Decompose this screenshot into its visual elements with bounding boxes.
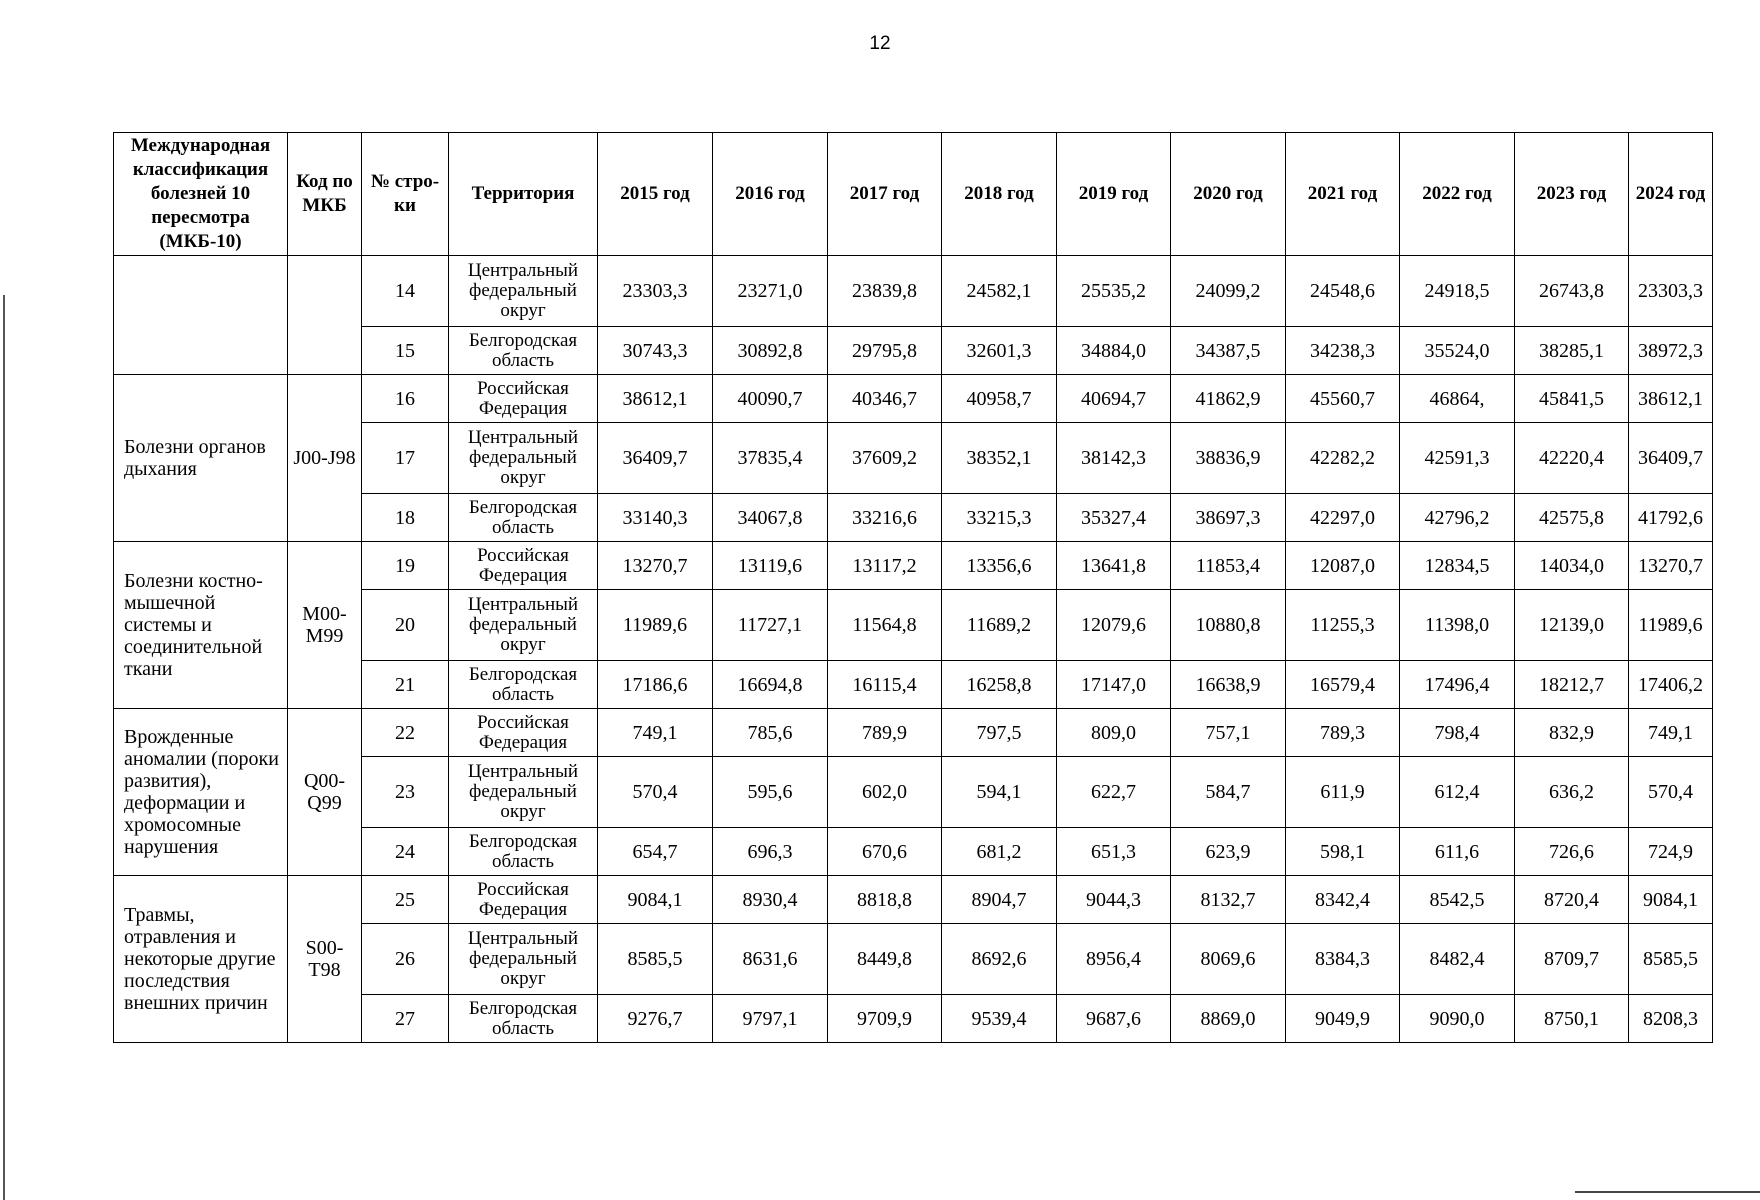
value-cell: 16258,8 [942, 661, 1057, 709]
header-classification: Международная классификация болезней 10 пересмотра (МКБ-10) [114, 133, 288, 256]
group-name-cell: Травмы, отравления и некоторые другие последствия внешних причин [114, 876, 288, 1043]
group-name-cell [114, 256, 288, 375]
value-cell: 24548,6 [1286, 256, 1400, 327]
header-year: 2020 год [1171, 133, 1286, 256]
territory-cell: Белгородская область [449, 661, 598, 709]
value-cell: 26743,8 [1515, 256, 1629, 327]
row-number-cell: 14 [362, 256, 449, 327]
value-cell: 8930,4 [713, 876, 828, 924]
value-cell: 34067,8 [713, 494, 828, 542]
statistics-table-container [113, 132, 1713, 1043]
territory-cell: Российская Федерация [449, 709, 598, 757]
value-cell: 42282,2 [1286, 423, 1400, 494]
value-cell: 8956,4 [1057, 924, 1171, 995]
header-year: 2024 год [1629, 133, 1713, 256]
value-cell: 40346,7 [828, 375, 942, 423]
table-row [114, 542, 1713, 590]
value-cell: 602,0 [828, 757, 942, 828]
row-number-cell: 21 [362, 661, 449, 709]
value-cell: 23303,3 [1629, 256, 1713, 327]
value-cell: 809,0 [1057, 709, 1171, 757]
value-cell: 584,7 [1171, 757, 1286, 828]
value-cell: 40958,7 [942, 375, 1057, 423]
value-cell: 570,4 [598, 757, 713, 828]
territory-cell: Белгородская область [449, 828, 598, 876]
row-number-cell: 18 [362, 494, 449, 542]
territory-cell: Российская Федерация [449, 375, 598, 423]
value-cell: 594,1 [942, 757, 1057, 828]
value-cell: 23839,8 [828, 256, 942, 327]
value-cell: 8709,7 [1515, 924, 1629, 995]
value-cell: 13641,8 [1057, 542, 1171, 590]
value-cell: 35524,0 [1400, 327, 1515, 375]
value-cell: 35327,4 [1057, 494, 1171, 542]
value-cell: 16579,4 [1286, 661, 1400, 709]
table-header-row [114, 133, 1713, 256]
value-cell: 38285,1 [1515, 327, 1629, 375]
value-cell: 33215,3 [942, 494, 1057, 542]
page-number: 12 [869, 33, 891, 54]
value-cell: 9276,7 [598, 995, 713, 1043]
territory-cell: Центральный федеральный округ [449, 590, 598, 661]
territory-cell: Российская Федерация [449, 876, 598, 924]
value-cell: 37609,2 [828, 423, 942, 494]
row-number-cell: 16 [362, 375, 449, 423]
value-cell: 11398,0 [1400, 590, 1515, 661]
value-cell: 757,1 [1171, 709, 1286, 757]
value-cell: 8585,5 [1629, 924, 1713, 995]
value-cell: 9539,4 [942, 995, 1057, 1043]
morbidity-statistics-table [113, 132, 1713, 1043]
value-cell: 42297,0 [1286, 494, 1400, 542]
value-cell: 726,6 [1515, 828, 1629, 876]
value-cell: 24099,2 [1171, 256, 1286, 327]
value-cell: 36409,7 [598, 423, 713, 494]
value-cell: 16115,4 [828, 661, 942, 709]
value-cell: 8692,6 [942, 924, 1057, 995]
group-name-cell: Болезни костно-мышечной системы и соединительной ткани [114, 542, 288, 709]
value-cell: 38836,9 [1171, 423, 1286, 494]
value-cell: 11564,8 [828, 590, 942, 661]
value-cell: 749,1 [1629, 709, 1713, 757]
value-cell: 13270,7 [1629, 542, 1713, 590]
value-cell: 622,7 [1057, 757, 1171, 828]
value-cell: 16638,9 [1171, 661, 1286, 709]
table-row [114, 709, 1713, 757]
value-cell: 8482,4 [1400, 924, 1515, 995]
value-cell: 13119,6 [713, 542, 828, 590]
value-cell: 11989,6 [598, 590, 713, 661]
header-year: 2023 год [1515, 133, 1629, 256]
value-cell: 11853,4 [1171, 542, 1286, 590]
value-cell: 34884,0 [1057, 327, 1171, 375]
value-cell: 10880,8 [1171, 590, 1286, 661]
value-cell: 32601,3 [942, 327, 1057, 375]
header-year: 2016 год [713, 133, 828, 256]
scan-edge-bottom [1575, 1191, 1760, 1193]
table-row [114, 375, 1713, 423]
value-cell: 654,7 [598, 828, 713, 876]
value-cell: 29795,8 [828, 327, 942, 375]
territory-cell: Белгородская область [449, 995, 598, 1043]
group-code-cell [288, 256, 362, 375]
value-cell: 670,6 [828, 828, 942, 876]
value-cell: 651,3 [1057, 828, 1171, 876]
value-cell: 696,3 [713, 828, 828, 876]
value-cell: 8208,3 [1629, 995, 1713, 1043]
group-name-cell: Врожденные аномалии (пороки развития), деформации и хромосомные нарушения [114, 709, 288, 876]
value-cell: 38142,3 [1057, 423, 1171, 494]
row-number-cell: 22 [362, 709, 449, 757]
value-cell: 42575,8 [1515, 494, 1629, 542]
territory-cell: Российская Федерация [449, 542, 598, 590]
value-cell: 46864, [1400, 375, 1515, 423]
territory-cell: Центральный федеральный округ [449, 256, 598, 327]
value-cell: 8069,6 [1171, 924, 1286, 995]
value-cell: 11727,1 [713, 590, 828, 661]
territory-cell: Белгородская область [449, 494, 598, 542]
header-row-number: № стро-ки [362, 133, 449, 256]
value-cell: 12087,0 [1286, 542, 1400, 590]
value-cell: 38612,1 [1629, 375, 1713, 423]
value-cell: 611,9 [1286, 757, 1400, 828]
value-cell: 9084,1 [1629, 876, 1713, 924]
row-number-cell: 15 [362, 327, 449, 375]
row-number-cell: 27 [362, 995, 449, 1043]
value-cell: 11989,6 [1629, 590, 1713, 661]
value-cell: 12834,5 [1400, 542, 1515, 590]
value-cell: 30743,3 [598, 327, 713, 375]
value-cell: 9084,1 [598, 876, 713, 924]
value-cell: 33216,6 [828, 494, 942, 542]
scan-edge-left [3, 295, 5, 1200]
value-cell: 797,5 [942, 709, 1057, 757]
value-cell: 8342,4 [1286, 876, 1400, 924]
value-cell: 24918,5 [1400, 256, 1515, 327]
value-cell: 9090,0 [1400, 995, 1515, 1043]
value-cell: 45841,5 [1515, 375, 1629, 423]
value-cell: 13117,2 [828, 542, 942, 590]
value-cell: 33140,3 [598, 494, 713, 542]
value-cell: 13270,7 [598, 542, 713, 590]
value-cell: 42591,3 [1400, 423, 1515, 494]
value-cell: 8818,8 [828, 876, 942, 924]
value-cell: 8750,1 [1515, 995, 1629, 1043]
table-row [114, 256, 1713, 327]
value-cell: 612,4 [1400, 757, 1515, 828]
value-cell: 8449,8 [828, 924, 942, 995]
value-cell: 30892,8 [713, 327, 828, 375]
header-year: 2021 год [1286, 133, 1400, 256]
value-cell: 749,1 [598, 709, 713, 757]
value-cell: 24582,1 [942, 256, 1057, 327]
value-cell: 38972,3 [1629, 327, 1713, 375]
value-cell: 12139,0 [1515, 590, 1629, 661]
value-cell: 41862,9 [1171, 375, 1286, 423]
territory-cell: Центральный федеральный округ [449, 423, 598, 494]
value-cell: 38352,1 [942, 423, 1057, 494]
value-cell: 14034,0 [1515, 542, 1629, 590]
row-number-cell: 20 [362, 590, 449, 661]
value-cell: 623,9 [1171, 828, 1286, 876]
group-code-cell: M00-M99 [288, 542, 362, 709]
value-cell: 8542,5 [1400, 876, 1515, 924]
header-year: 2019 год [1057, 133, 1171, 256]
value-cell: 785,6 [713, 709, 828, 757]
value-cell: 38697,3 [1171, 494, 1286, 542]
row-number-cell: 19 [362, 542, 449, 590]
value-cell: 42220,4 [1515, 423, 1629, 494]
value-cell: 598,1 [1286, 828, 1400, 876]
value-cell: 798,4 [1400, 709, 1515, 757]
value-cell: 40090,7 [713, 375, 828, 423]
value-cell: 11255,3 [1286, 590, 1400, 661]
value-cell: 570,4 [1629, 757, 1713, 828]
value-cell: 9687,6 [1057, 995, 1171, 1043]
value-cell: 789,9 [828, 709, 942, 757]
value-cell: 17147,0 [1057, 661, 1171, 709]
value-cell: 9044,3 [1057, 876, 1171, 924]
value-cell: 681,2 [942, 828, 1057, 876]
group-code-cell: J00-J98 [288, 375, 362, 542]
value-cell: 8384,3 [1286, 924, 1400, 995]
value-cell: 40694,7 [1057, 375, 1171, 423]
group-name-cell: Болезни органов дыхания [114, 375, 288, 542]
value-cell: 724,9 [1629, 828, 1713, 876]
value-cell: 789,3 [1286, 709, 1400, 757]
value-cell: 636,2 [1515, 757, 1629, 828]
value-cell: 9709,9 [828, 995, 942, 1043]
header-year: 2017 год [828, 133, 942, 256]
header-year: 2018 год [942, 133, 1057, 256]
territory-cell: Центральный федеральный округ [449, 924, 598, 995]
value-cell: 41792,6 [1629, 494, 1713, 542]
value-cell: 25535,2 [1057, 256, 1171, 327]
row-number-cell: 26 [362, 924, 449, 995]
value-cell: 37835,4 [713, 423, 828, 494]
value-cell: 23271,0 [713, 256, 828, 327]
value-cell: 13356,6 [942, 542, 1057, 590]
value-cell: 23303,3 [598, 256, 713, 327]
header-year: 2015 год [598, 133, 713, 256]
value-cell: 34387,5 [1171, 327, 1286, 375]
value-cell: 34238,3 [1286, 327, 1400, 375]
value-cell: 45560,7 [1286, 375, 1400, 423]
row-number-cell: 24 [362, 828, 449, 876]
value-cell: 17496,4 [1400, 661, 1515, 709]
row-number-cell: 17 [362, 423, 449, 494]
group-code-cell: S00-T98 [288, 876, 362, 1043]
value-cell: 9797,1 [713, 995, 828, 1043]
header-territory: Территория [449, 133, 598, 256]
value-cell: 8869,0 [1171, 995, 1286, 1043]
value-cell: 16694,8 [713, 661, 828, 709]
header-year: 2022 год [1400, 133, 1515, 256]
value-cell: 17186,6 [598, 661, 713, 709]
value-cell: 8904,7 [942, 876, 1057, 924]
territory-cell: Центральный федеральный округ [449, 757, 598, 828]
value-cell: 38612,1 [598, 375, 713, 423]
header-code: Код по МКБ [288, 133, 362, 256]
value-cell: 12079,6 [1057, 590, 1171, 661]
value-cell: 595,6 [713, 757, 828, 828]
value-cell: 8585,5 [598, 924, 713, 995]
value-cell: 17406,2 [1629, 661, 1713, 709]
value-cell: 11689,2 [942, 590, 1057, 661]
row-number-cell: 25 [362, 876, 449, 924]
value-cell: 42796,2 [1400, 494, 1515, 542]
value-cell: 36409,7 [1629, 423, 1713, 494]
value-cell: 8720,4 [1515, 876, 1629, 924]
row-number-cell: 23 [362, 757, 449, 828]
value-cell: 18212,7 [1515, 661, 1629, 709]
value-cell: 8132,7 [1171, 876, 1286, 924]
group-code-cell: Q00-Q99 [288, 709, 362, 876]
value-cell: 832,9 [1515, 709, 1629, 757]
table-row [114, 876, 1713, 924]
value-cell: 8631,6 [713, 924, 828, 995]
value-cell: 9049,9 [1286, 995, 1400, 1043]
territory-cell: Белгородская область [449, 327, 598, 375]
value-cell: 611,6 [1400, 828, 1515, 876]
